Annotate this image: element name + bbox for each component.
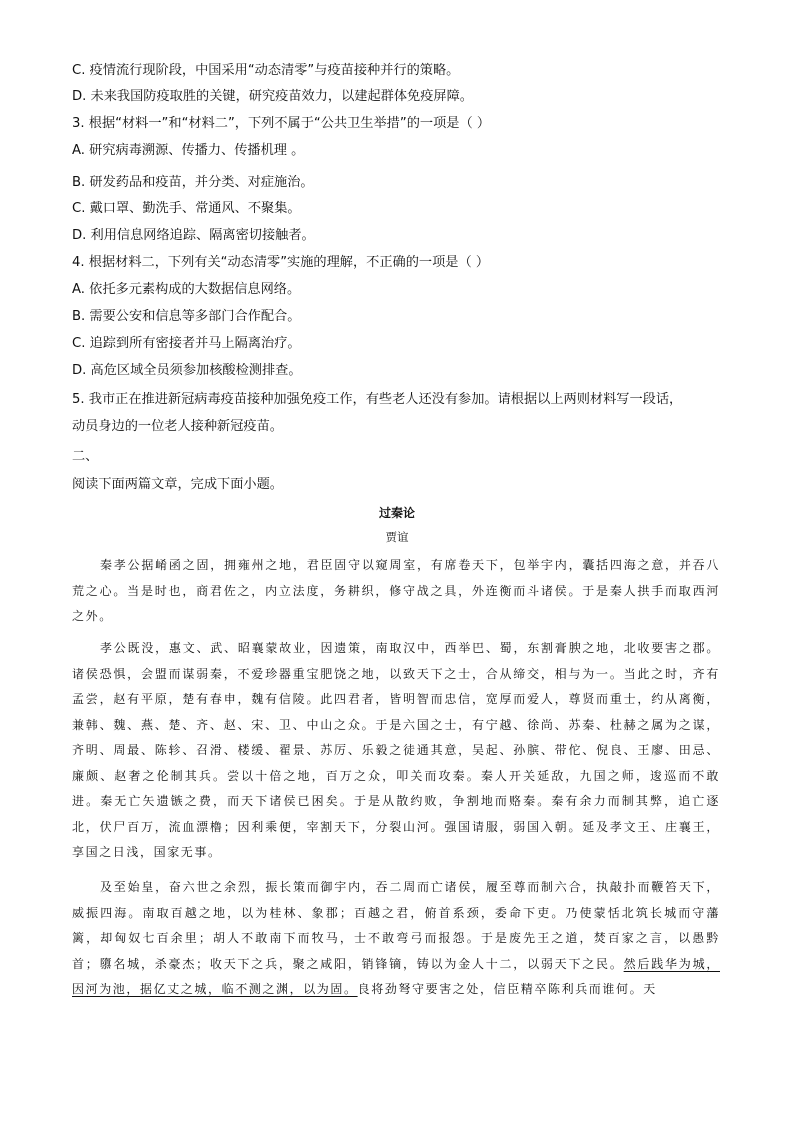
q3-option-b: B. 研发药品和疫苗，并分类、对症施治。 [72,175,314,190]
q4-option-a: A. 依托多元素构成的大数据信息网络。 [72,282,301,297]
q5-stem-line2: 动员身边的一位老人接种新冠疫苗。 [72,419,283,434]
q3-option-a: A. 研究病毒溯源、传播力、传播机理 。 [72,143,305,158]
q4-option-d: D. 高危区域全员须参加核酸检测排查。 [72,363,302,378]
section-instruction: 阅读下面两篇文章，完成下面小题。 [72,477,283,492]
q3-option-d: D. 利用信息网络追踪、隔离密切接触者。 [72,228,315,243]
q2-option-d: D. 未来我国防疫取胜的关键，研究疫苗效力，以建起群体免疫屏障。 [72,89,473,104]
paragraph-3-text-a: 及至始皇，奋六世之余烈，振长策而御宇内，吞二周而亡诸侯，履至尊而制六合，执敲扑而鞭笞天下，威振四海。南取百越之地，以为桂林、象郡；百越之君，俯首系颈，委命下吏。乃使蒙恬北筑长城而守藩篱，却匈奴七百余里；胡人不敢南下而牧马，士不敢弯弓而报怨。于是废先王之道，焚百家之言，以愚黔首；隳名城，杀豪杰；收天下之兵，聚之咸阳，销锋镝，铸以为金人十二，以弱天下之民。 [72,880,720,971]
q3-option-c: C. 戴口罩、勤洗手、常通风、不聚集。 [72,201,301,216]
essay-title: 过秦论 [378,506,415,520]
essay-author: 贾谊 [385,530,409,544]
q4-stem: 4. 根据材料二，下列有关“动态清零”实施的理解，不正确的一项是（ ） [72,255,490,270]
essay-paragraph-1: 秦孝公据崤函之固，拥雍州之地，君臣固守以窥周室，有席卷天下，包举宇内，囊括四海之意，并吞八荒之心。当是时也，商君佐之，内立法度，务耕织，修守战之具，外连衡而斗诸侯。于是秦人拱手而取西河之外。 [72,558,720,623]
section-number: 二、 [72,449,99,464]
q5-stem-line1: 5. 我市正在推进新冠病毒疫苗接种加强免疫工作，有些老人还没有参加。请根据以上两则材料写一段话， [72,392,683,407]
paragraph-3-text-b: 良将劲弩守要害之处，信臣精卒陈利兵而谁何。天 [357,982,657,996]
q3-stem: 3. 根据“材料一”和“材料二”，下列不属于“公共卫生举措”的一项是（ ） [72,116,491,131]
q2-option-c: C. 疫情流行现阶段，中国采用“动态清零”与疫苗接种并行的策略。 [72,63,460,78]
essay-paragraph-3 [72,875,720,1003]
q4-option-b: B. 需要公安和信息等多部门合作配合。 [72,309,301,324]
essay-paragraph-2: 孝公既没，惠文、武、昭襄蒙故业，因遗策，南取汉中，西举巴、蜀，东割膏腴之地，北收要害之郡。诸侯恐惧，会盟而谋弱秦，不爱珍器重宝肥饶之地，以致天下之士，合从缔交，相与为一。当此之时，齐有孟尝，赵有平原，楚有春申，魏有信陵。此四君者，皆明智而忠信，宽厚而爱人，尊贤而重士，约从离衡，兼韩、魏、燕、楚、齐、赵、宋、卫、中山之众。于是六国之士，有宁越、徐尚、苏秦、杜赫之属为之谋，齐明、周最、陈轸、召滑、楼缓、翟景、苏厉、乐毅之徒通其意，吴起、孙膑、带佗、倪良、王廖、田忌、廉颇、赵奢之伦制其兵。尝以十倍之地，百万之众，叩关而攻秦。秦人开关延敌，九国之师，逡巡而不敢进。秦无亡矢遗镞之费，而天下诸侯已困矣。于是从散约败，争割地而赂秦。秦有余力而制其弊，追亡逐北，伏尸百万，流血漂橹；因利乘便，宰割天下，分裂山河。强国请服，弱国入朝。延及孝文王、庄襄王，享国之日浅，国家无事。 [72,641,720,859]
underlined-sentence: 然后践华为城，因河为池，据亿丈之城，临不测之渊，以为固。 [72,956,720,996]
q4-option-c: C. 追踪到所有密接者并马上隔离治疗。 [72,336,301,351]
